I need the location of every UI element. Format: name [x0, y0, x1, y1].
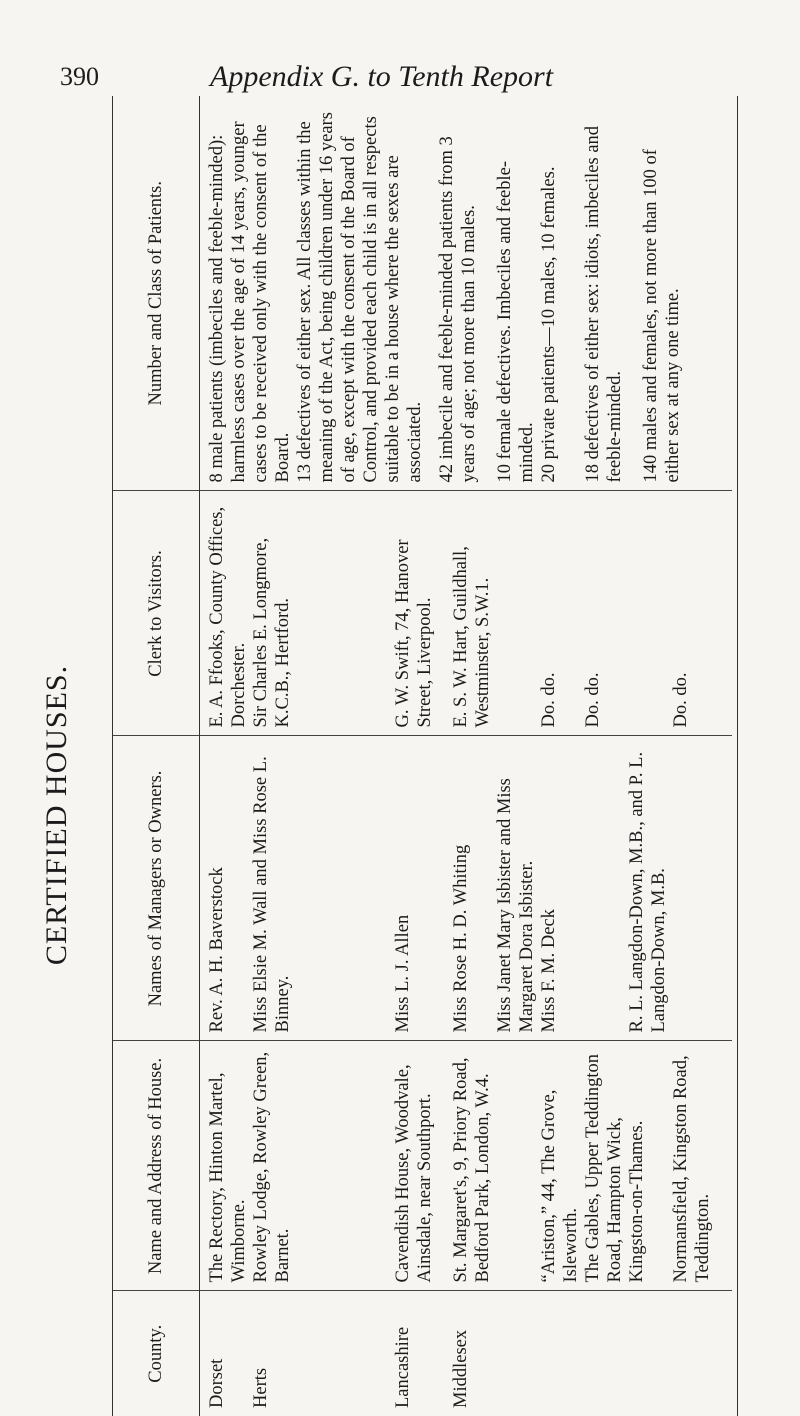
house-header: Name and Address of House.: [113, 1041, 200, 1291]
patients-cell: 8 male patients (imbeciles and feeble-minded): harmless cases over the age of 14 years, younger cases to be received only with the consent of the Board.: [207, 121, 293, 483]
house-cell: The Gables, Upper Teddington Road, Hampton Wick, Kingston-on-Thames.: [583, 1053, 647, 1283]
clerk-cell: E. A. Ffooks, County Offices, Dorchester.: [207, 506, 249, 728]
patients-cell: 18 defectives of either sex: idiots, imbeciles and feeble-minded.: [583, 125, 625, 483]
manager-cell: Miss F. M. Deck: [539, 909, 559, 1033]
header-row: [113, 96, 200, 1416]
house-cell: “Ariston,” 44, The Grove, Isleworth.: [539, 1089, 581, 1283]
patients-cell: 13 defectives of either sex. All classes within the meaning of the Act, being children under 16 years of age, except with the consent of the Board of Control, and provided each child is in all respects suitable to be in a house where the sexes are associated.: [295, 112, 425, 483]
house-column: [200, 1041, 733, 1291]
manager-cell: Miss Rose H. D. Whiting: [451, 844, 471, 1033]
clerk-cell: Do. do.: [539, 672, 559, 728]
clerk-cell: Do. do.: [671, 672, 691, 728]
clerk-cell: E. S. W. Hart, Guildhall, Westminster, S.W.1.: [451, 546, 493, 728]
house-cell: Normansfield, Kingston Road, Teddington.: [671, 1055, 713, 1283]
section-title: CERTIFIED HOUSES.: [40, 664, 73, 966]
house-cell: Rowley Lodge, Rowley Green, Barnet.: [251, 1051, 293, 1283]
manager-cell: Miss L. J. Allen: [393, 914, 413, 1033]
patients-cell: 20 private patients—10 males, 10 females.: [539, 166, 559, 483]
patients-column: [200, 96, 733, 491]
running-head: Appendix G. to Tenth Report: [210, 60, 554, 93]
county-cell: Middlesex: [451, 1329, 471, 1408]
manager-cell: Rev. A. H. Baverstock: [207, 867, 227, 1033]
patients-cell: 10 female defectives. Imbeciles and feeble-minded.: [495, 160, 537, 483]
clerk-cell: Do. do.: [583, 672, 603, 728]
page-header: [0, 0, 800, 100]
house-cell: Cavendish House, Woodvale, Ainsdale, near Southport.: [393, 1064, 435, 1283]
county-column: [200, 1291, 733, 1416]
clerk-header: Clerk to Visitors.: [113, 491, 200, 736]
county-header: County.: [113, 1291, 200, 1416]
managers-column: [200, 736, 733, 1041]
page-number: 390: [60, 62, 99, 91]
clerk-cell: Sir Charles E. Longmore, K.C.B., Hertford.: [251, 537, 293, 728]
patients-cell: 140 males and females, not more than 100 of either sex at any one time.: [641, 149, 683, 483]
house-cell: The Rectory, Hinton Martel, Wimborne.: [207, 1072, 249, 1283]
patients-cell: 42 imbecile and feeble-minded patients from 3 years of age; not more than 10 males.: [437, 136, 479, 483]
manager-cell: R. L. Langdon-Down, M.B., and P. L. Langdon-Down, M.B.: [627, 751, 669, 1033]
clerk-column: [200, 491, 733, 736]
managers-header: Names of Managers or Owners.: [113, 736, 200, 1041]
table-body: [200, 96, 733, 1416]
house-cell: St. Margaret's, 9, Priory Road, Bedford Park, London, W.4.: [451, 1057, 493, 1283]
clerk-cell: G. W. Swift, 74, Hanover Street, Liverpool.: [393, 539, 435, 728]
patients-header: Number and Class of Patients.: [113, 96, 200, 491]
manager-cell: Miss Janet Mary Isbister and Miss Margaret Dora Isbister.: [495, 778, 537, 1033]
manager-cell: Miss Elsie M. Wall and Miss Rose L. Binney.: [251, 756, 293, 1033]
county-cell: Dorset: [207, 1358, 227, 1408]
county-cell: Lancashire: [393, 1326, 413, 1408]
county-cell: Herts: [251, 1367, 271, 1408]
certified-houses-table: [112, 96, 738, 1416]
